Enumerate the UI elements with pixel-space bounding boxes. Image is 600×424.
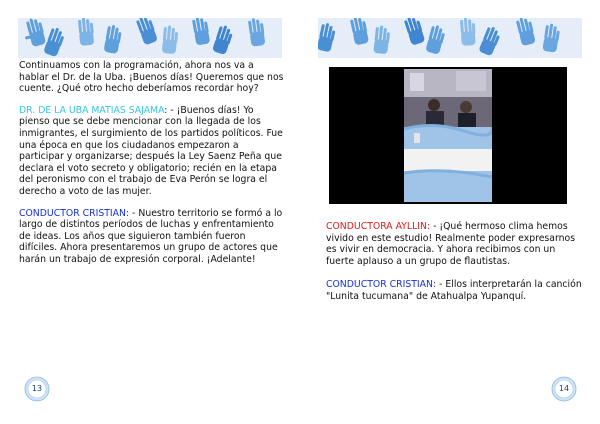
dialogue-paragraph: [19, 208, 284, 266]
video-frame-image: [404, 69, 492, 202]
page-14: [300, 0, 600, 424]
dialogue-paragraph: [326, 221, 584, 267]
video-player[interactable]: [329, 67, 567, 204]
intro-paragraph: Continuamos con la programación, ahora nos va a hablar el Dr. de la Uba. ¡Buenos días! Queremos que nos cuente. ¿Qué otro hecho deberíamos recordar hoy?: [19, 60, 284, 95]
hands-banner-image: [318, 18, 582, 58]
dialogue-paragraph: [326, 279, 584, 302]
speaker-name: CONDUCTOR CRISTIAN:: [326, 279, 437, 291]
page-13-text: [19, 60, 284, 276]
speaker-name: CONDUCTORA AYLLIN:: [326, 221, 431, 232]
page-number: 14: [558, 384, 570, 393]
page-14-text: [326, 221, 584, 313]
dialogue-paragraph: [19, 105, 284, 198]
page-number-badge: [24, 376, 50, 402]
dialogue-text: - Ellos interpretarán la canción "Lunita tucumana" de Atahualpa Yupanquí.: [326, 279, 582, 302]
hands-banner-image: [18, 18, 282, 58]
speaker-name: DR. DE LA UBA MATIAS SAJAMA: [19, 104, 165, 116]
speaker-name: CONDUCTOR CRISTIAN:: [19, 207, 130, 219]
dialogue-text: : - ¡Buenos días! Yo pienso que se debe mencionar con la llegada de los inmigrantes, el surgimiento de los partidos políticos. Fue una época en que los ciudadanos empezaron a participar y organizarse; después la Ley Saenz Peña que declara el voto secreto y obligatorio; recién en la etapa del peronismo con el trabajo de Eva Perón se logra el derecho a voto de las mujer.: [19, 104, 283, 197]
dialogue-text: - Nuestro territorio se formó a lo largo de distintos períodos de luchas y enfrentamiento de ideas. Los años que siguieron también fueron difíciles. Ahora presentaremos un grupo de actores que harán un trabajo de expresión corporal. ¡Adelante!: [19, 207, 283, 265]
page-number: 13: [31, 384, 43, 393]
dialogue-text: - ¡Qué hermoso clima hemos vivido en este estudio! Realmente poder expresarnos es vivir en democracia. Y ahora recibimos con un fuerte aplauso a un grupo de flautistas.: [326, 221, 576, 267]
page-number-badge: [551, 376, 577, 402]
